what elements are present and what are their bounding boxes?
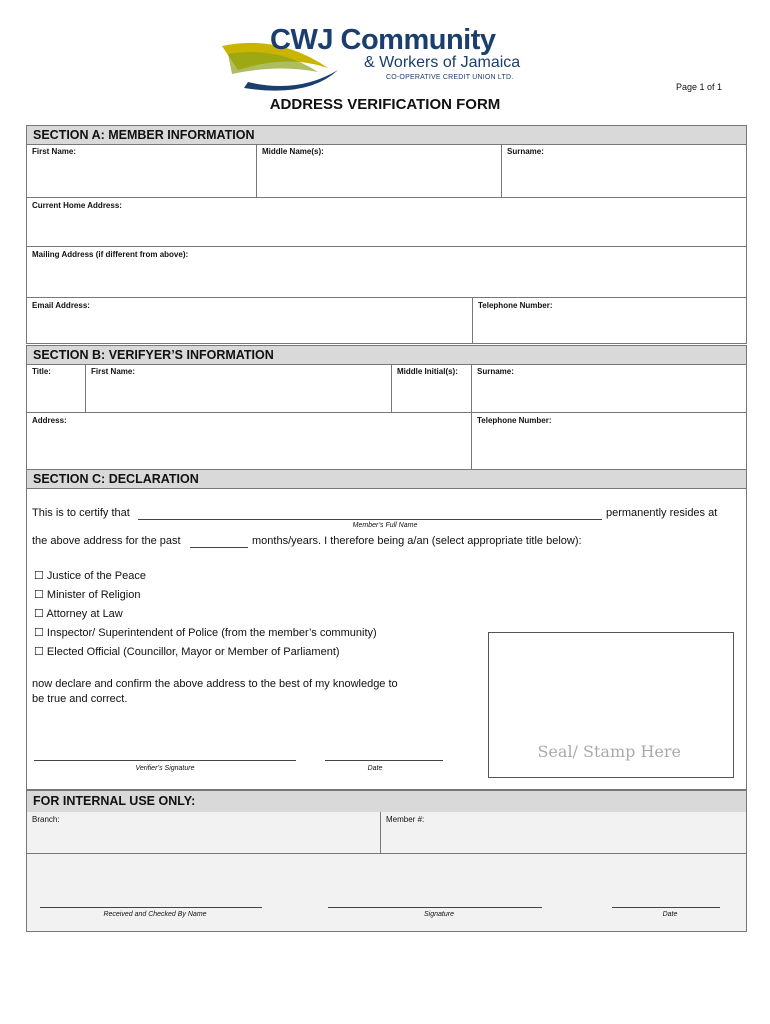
checkbox-icon[interactable]: ☐ [34, 608, 47, 620]
logo-coop-text: CO-OPERATIVE CREDIT UNION LTD. [386, 74, 514, 81]
internal-date-line[interactable] [612, 907, 720, 908]
internal-signature-line[interactable] [328, 907, 542, 908]
checkbox-icon[interactable]: ☐ [34, 570, 47, 582]
option-minister-label: Minister of Religion [46, 589, 141, 601]
verifier-address-field[interactable] [27, 413, 472, 469]
duration-line[interactable] [190, 547, 248, 548]
first-name-field[interactable] [27, 144, 257, 198]
telephone-field[interactable] [473, 298, 747, 343]
member-name-line[interactable] [138, 519, 602, 520]
member-no-field[interactable] [381, 812, 747, 854]
verifier-address-label: Address: [32, 416, 67, 425]
section-c-header: SECTION C: DECLARATION [26, 469, 747, 489]
title-label: Title: [32, 367, 51, 376]
middle-names-field[interactable] [257, 144, 502, 198]
verifier-first-name-field[interactable] [86, 364, 392, 413]
seal-stamp-box[interactable] [488, 632, 734, 778]
verifier-signature-caption: Verifier’s Signature [135, 765, 195, 772]
logo-main-text: CWJ Community [270, 24, 496, 56]
section-b-box [26, 364, 747, 470]
home-address-label: Current Home Address: [32, 201, 122, 210]
logo-sub-text: & Workers of Jamaica [364, 54, 521, 71]
checkbox-icon[interactable]: ☐ [34, 589, 47, 601]
option-elected-label: Elected Official (Councillor, Mayor or Member of Parliament) [46, 646, 340, 658]
option-inspector-label: Inspector/ Superintendent of Police (from the member’s community) [46, 627, 377, 639]
internal-signature-caption: Signature [424, 911, 454, 918]
option-inspector[interactable] [34, 626, 377, 639]
internal-header: FOR INTERNAL USE ONLY: [26, 790, 747, 813]
verifier-date-caption: Date [367, 765, 383, 772]
verifier-surname-label: Surname: [477, 367, 514, 376]
declare-line-1: now declare and confirm the above address to the best of my knowledge to [32, 678, 398, 690]
past-end-text: months/years. I therefore being a/an (select appropriate title below): [252, 535, 582, 547]
section-a-box [26, 144, 747, 344]
mailing-address-field[interactable] [27, 247, 747, 298]
option-attorney-label: Attorney at Law [46, 608, 123, 620]
mailing-address-label: Mailing Address (if different from above): [32, 250, 189, 259]
title-field[interactable] [27, 364, 86, 413]
email-field[interactable] [27, 298, 473, 343]
internal-date-caption: Date [662, 911, 678, 918]
verifier-first-name-label: First Name: [91, 367, 136, 376]
home-address-field[interactable] [27, 198, 747, 247]
checkbox-icon[interactable]: ☐ [34, 646, 47, 658]
past-text: the above address for the past [32, 535, 181, 547]
received-caption: Received and Checked By Name [103, 911, 207, 918]
verifier-telephone-field[interactable] [472, 413, 747, 469]
branch-field[interactable] [27, 812, 381, 854]
certify-end-text: permanently resides at [606, 507, 718, 519]
section-b-header: SECTION B: VERIFYER’S INFORMATION [26, 345, 747, 365]
checkbox-icon[interactable]: ☐ [34, 627, 47, 639]
member-no-label: Member #: [386, 815, 425, 824]
verifier-date-line[interactable] [325, 760, 443, 761]
certify-text: This is to certify that [32, 507, 130, 519]
middle-names-label: Middle Name(s): [262, 147, 324, 156]
surname-label: Surname: [507, 147, 544, 156]
option-minister[interactable] [34, 588, 140, 601]
logo [218, 24, 528, 94]
surname-field[interactable] [502, 144, 747, 198]
first-name-label: First Name: [32, 147, 77, 156]
option-elected[interactable] [34, 645, 340, 658]
verifier-signature-line[interactable] [34, 760, 296, 761]
telephone-label: Telephone Number: [478, 301, 553, 310]
seal-stamp-text: Seal/ Stamp Here [537, 742, 681, 761]
member-full-name-caption: Member’s Full Name [352, 522, 418, 529]
option-justice[interactable] [34, 569, 146, 582]
option-justice-label: Justice of the Peace [46, 570, 146, 582]
email-label: Email Address: [32, 301, 90, 310]
section-a-header: SECTION A: MEMBER INFORMATION [26, 125, 747, 145]
verifier-surname-field[interactable] [472, 364, 747, 413]
page-title: ADDRESS VERIFICATION FORM [269, 96, 501, 113]
option-attorney[interactable] [34, 607, 123, 620]
middle-initials-label: Middle Initial(s): [397, 367, 458, 376]
verifier-telephone-label: Telephone Number: [477, 416, 552, 425]
branch-label: Branch: [32, 815, 60, 824]
middle-initials-field[interactable] [392, 364, 472, 413]
received-line[interactable] [40, 907, 262, 908]
declare-line-2: be true and correct. [32, 693, 128, 705]
page-number: Page 1 of 1 [675, 82, 722, 92]
